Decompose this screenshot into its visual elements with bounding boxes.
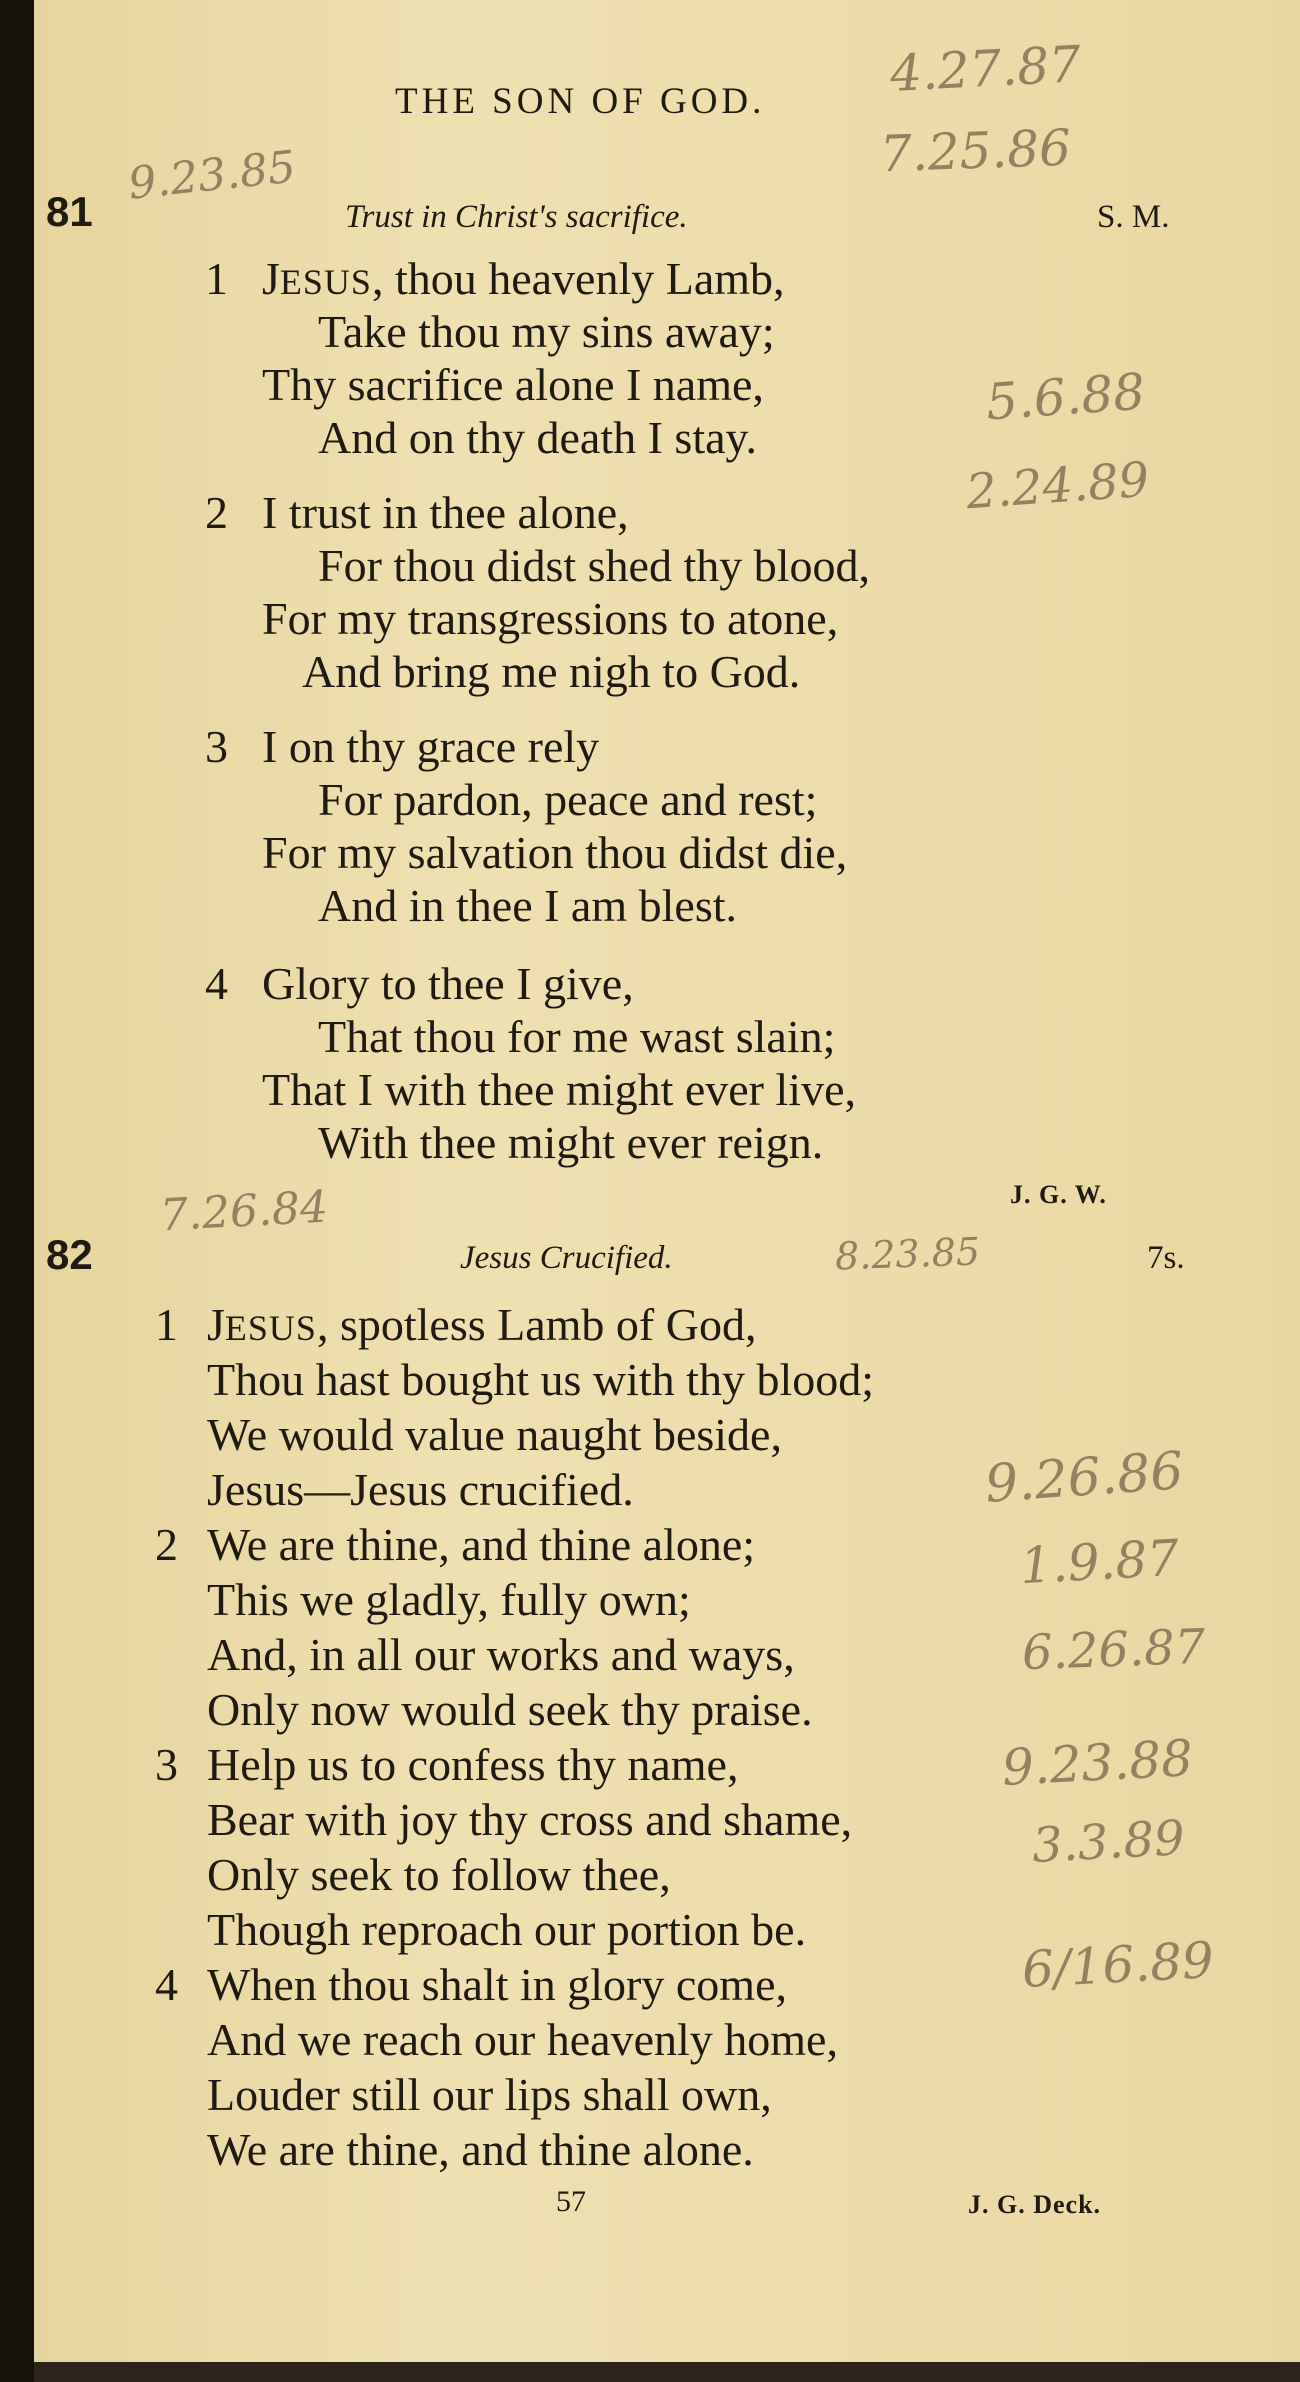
pencil-note: 4.27.87 [888,35,1083,103]
pencil-note: 7.25.86 [879,118,1072,184]
hymn-81-verse-2-line-3: For my transgressions to atone, [262,593,839,644]
hymn-82-verse-1-line-1 [207,1298,756,1351]
hymn-82-verse-1-line-2: Thou hast bought us with thy blood; [207,1354,874,1405]
hymn-82-verse-1-line-4: Jesus—Jesus crucified. [207,1464,634,1515]
pencil-note: 8.23.85 [834,1229,981,1279]
hymn-82-verse-1-line-3: We would value naught beside, [207,1409,782,1460]
smallcaps-word: ESUS [279,262,372,302]
hymn-82-attribution: J. G. Deck. [968,2190,1102,2219]
hymn-81-verse-4-number: 4 [205,958,228,1009]
hymn-81-verse-1-line-2: Take thou my sins away; [318,306,775,357]
page-number: 57 [556,2185,586,2218]
hymn-82-verse-4-number: 4 [155,1959,178,2010]
hymn-81-verse-1-line-3: Thy sacrifice alone I name, [262,359,764,410]
smallcaps-word: ESUS [224,1308,317,1348]
pencil-note: 1.9.87 [1018,1528,1181,1596]
pencil-note: 5.6.88 [984,362,1147,432]
hymn-82-verse-4-line-1: When thou shalt in glory come, [207,1959,787,2010]
hymn-82-title: Jesus Crucified. [460,1240,673,1276]
hymn-82-verse-3-line-1: Help us to confess thy name, [207,1739,739,1790]
hymn-81-verse-3-line-4: And in thee I am blest. [318,880,738,931]
pencil-note: 3.3.89 [1030,1810,1187,1874]
pencil-note: 7.26.84 [158,1181,330,1242]
hymn-81-verse-1-line-1 [262,252,785,305]
hymn-82-verse-3-number: 3 [155,1739,178,1790]
hymn-81-verse-3-line-2: For pardon, peace and rest; [318,774,818,825]
hymn-82-verse-2-line-3: And, in all our works and ways, [207,1629,795,1680]
drop-letter: J [262,253,280,304]
hymn-82-verse-4-line-2: And we reach our heavenly home, [207,2014,838,2065]
hymn-81-verse-4-line-1: Glory to thee I give, [262,958,634,1009]
hymn-82-verse-3-line-2: Bear with joy thy cross and shame, [207,1794,853,1845]
hymn-82-meter: 7s. [1147,1240,1185,1276]
hymn-81-verse-2-line-1: I trust in thee alone, [262,487,629,538]
hymn-82-verse-4-line-3: Louder still our lips shall own, [207,2069,772,2120]
hymn-81-number: 81 [46,188,93,235]
book-spine-shadow [0,0,34,2382]
hymn-82-verse-2-line-1: We are thine, and thine alone; [207,1519,756,1570]
hymn-82-number: 82 [46,1231,93,1278]
hymn-82-verse-4-line-4: We are thine, and thine alone. [207,2124,754,2175]
hymn-81-verse-4-line-3: That I with thee might ever live, [262,1064,856,1115]
hymn-82-verse-1-number: 1 [155,1299,178,1350]
hymn-81-verse-1-number: 1 [205,253,228,304]
hymn-82-verse-2-line-4: Only now would seek thy praise. [207,1684,813,1735]
pencil-note: 2.24.89 [964,451,1151,521]
hymn-82-verse-2-line-2: This we gladly, fully own; [207,1574,691,1625]
hymn-81-verse-3-line-3: For my salvation thou didst die, [262,827,848,878]
hymn-82-verse-2-number: 2 [155,1519,178,1570]
pencil-note: 9.23.85 [125,141,299,210]
hymn-81-attribution: J. G. W. [1010,1180,1107,1209]
hymn-81-verse-2-number: 2 [205,487,228,538]
hymn-81-verse-2-line-2: For thou didst shed thy blood, [318,540,871,591]
line-text: , spotless Lamb of God, [316,1299,757,1350]
pencil-note: 6.26.87 [1021,1618,1207,1682]
drop-letter: J [207,1299,225,1350]
hymn-81-meter: S. M. [1097,199,1170,235]
pencil-note: 9.23.88 [1000,1729,1195,1797]
hymn-81-verse-2-line-4: And bring me nigh to God. [302,646,801,697]
hymn-81-verse-3-number: 3 [205,721,228,772]
line-text: , thou heavenly Lamb, [371,253,785,304]
pencil-note: 9.26.86 [983,1441,1186,1515]
hymn-82-verse-3-line-3: Only seek to follow thee, [207,1849,671,1900]
hymn-81-verse-4-line-4: With thee might ever reign. [318,1117,824,1168]
hymn-81-verse-4-line-2: That thou for me wast slain; [318,1011,836,1062]
pencil-note: 6/16.89 [1020,1931,1216,1999]
hymn-81-title: Trust in Christ's sacrifice. [345,199,688,235]
hymn-82-verse-3-line-4: Though reproach our portion be. [207,1904,807,1955]
page-bottom-edge [34,2362,1300,2382]
hymn-81-verse-3-line-1: I on thy grace rely [262,721,600,772]
hymn-81-verse-1-line-4: And on thy death I stay. [318,412,758,463]
running-head: THE SON OF GOD. [395,81,766,122]
